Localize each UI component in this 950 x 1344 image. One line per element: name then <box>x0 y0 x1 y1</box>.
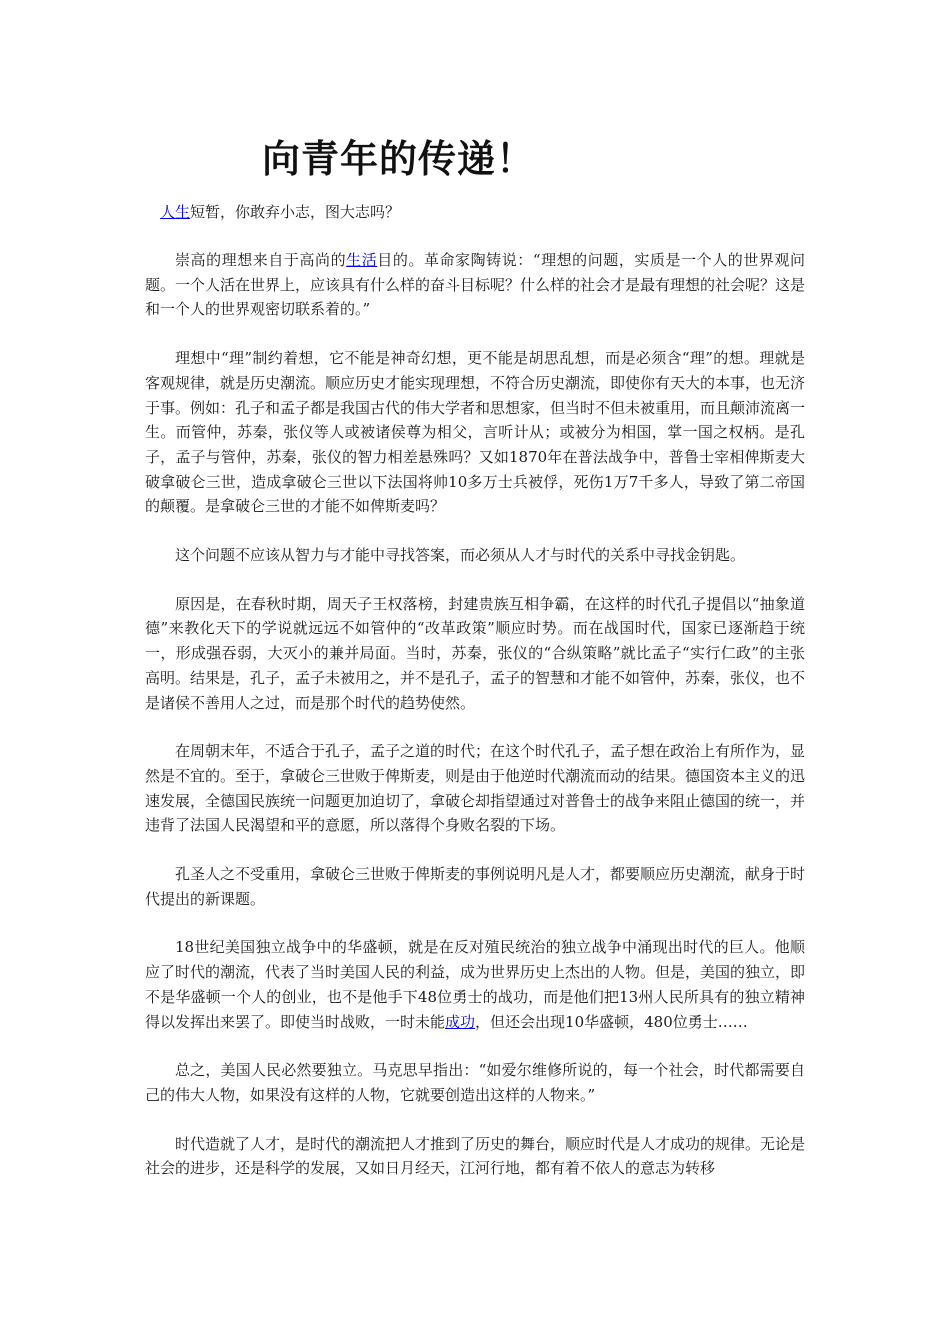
intro-text: 短暂，你敢弃小志，图大志吗？ <box>190 203 401 221</box>
link-chenggong[interactable]: 成功 <box>445 1012 476 1031</box>
paragraph-1 <box>145 248 805 322</box>
paragraph-6: 孔圣人之不受重用，拿破仑三世败于俾斯麦的事例说明凡是人才，都要顺应历史潮流，献身于时代提出的新课题。 <box>145 865 806 908</box>
paragraph-9: 时代造就了人才，是时代的潮流把人才推到了历史的舞台，顺应时代是人才成功的规律。无论是社会的进步，还是科学的发展，又如日月经天，江河行地，都有着不依人的意志为转移 <box>145 1134 806 1178</box>
link-shenghuo[interactable]: 生活 <box>346 251 378 269</box>
document-body <box>145 248 805 1205</box>
paragraph-8: 总之，美国人民必然要独立。马克思早指出：“如爱尔维修所说的，每一个社会，时代都需要自己的伟大人物，如果没有这样的人物，它就要创造出这样的人物来。” <box>145 1061 805 1104</box>
paragraph-3: 这个问题不应该从智力与才能中寻找答案，而必须从人才与时代的关系中寻找金钥匙。 <box>175 546 746 565</box>
document-title: 向青年的传递！ <box>262 137 536 181</box>
paragraph-7-text-b: ，但还会出现10华盛顿，480位勇士…… <box>475 1012 748 1031</box>
paragraph-4: 原因是，在春秋时期，周天子王权落榜，封建贵族互相争霸，在这样的时代孔子提倡以“抽象道德”来教化天下的学说就远远不如管仲的“改革政策”顺应时势。而在战国时代，国家已逐渐趋于统一，形成强吞弱，大灭小的兼并局面。当时，苏秦，张仪的“合纵策略”就比孟子“实行仁政”的主张高明。结果是，孔子，孟子未被用之，并不是孔子，孟子的智慧和才能不如管仲，苏秦，张仪，也不是诸侯不善用人之过，而是那个时代的趋势使然。 <box>145 594 806 712</box>
link-rensheng[interactable]: 人生 <box>160 203 191 221</box>
paragraph-5: 在周朝末年，不适合于孔子，孟子之道的时代；在这个时代孔子，孟子想在政治上有所作为，显然是不宜的。至于，拿破仑三世败于俾斯麦，则是由于他逆时代潮流而动的结果。德国资本主义的迅速发展，全德国民族统一问题更加迫切了，拿破仑却指望通过对普鲁士的战争来阻止德国的统一，并违背了法国人民渴望和平的意愿，所以落得个身败名裂的下场。 <box>145 742 806 835</box>
paragraph-2: 理想中“理”制约着想，它不能是神奇幻想，更不能是胡思乱想，而是必须含“理”的想。理就是客观规律，就是历史潮流。顺应历史才能实现理想，不符合历史潮流，即使你有天大的本事，也无济于事。例如：孔子和孟子都是我国古代的伟大学者和思想家，但当时不但未被重用，而且颠沛流离一生。而管仲，苏秦，张仪等人或被诸侯尊为相父，言听计从；或被分为相国，掌一国之权柄。是孔子，孟子与管仲，苏秦，张仪的智力相差悬殊吗？又如1870年在普法战争中，普鲁士宰相俾斯麦大破拿破仑三世，造成拿破仑三世以下法国将帅10多万士兵被俘，死伤1万7千多人，导致了第二帝国的颠覆。是拿破仑三世的才能不如俾斯麦吗？ <box>145 349 806 516</box>
paragraph-1-text-b: 目的。革命家陶铸说：“理想的问题，实质是一个人的世界观问题。一个人活在世界上，应该具有什么样的奋斗目标呢？什么样的社会才是最有理想的社会呢？这是和一个人的世界观密切联系着的。” <box>145 251 806 319</box>
paragraph-7-text-a: 18世纪美国独立战争中的华盛顿，就是在反对殖民统治的独立战争中涌现出时代的巨人。他顺应了时代的潮流，代表了当时美国人民的利益，成为世界历史上杰出的人物。但是，美国的独立，即不是华盛顿一个人的创业，也不是他手下48位勇士的战功，而是他们把13州人民所具有的独立精神得以发挥出来罢了。即使当时战败，一时未能 <box>145 938 806 1031</box>
intro-paragraph <box>160 200 400 224</box>
paragraph-7 <box>145 935 805 1034</box>
paragraph-1-text-a: 崇高的理想来自于高尚的 <box>175 251 347 269</box>
